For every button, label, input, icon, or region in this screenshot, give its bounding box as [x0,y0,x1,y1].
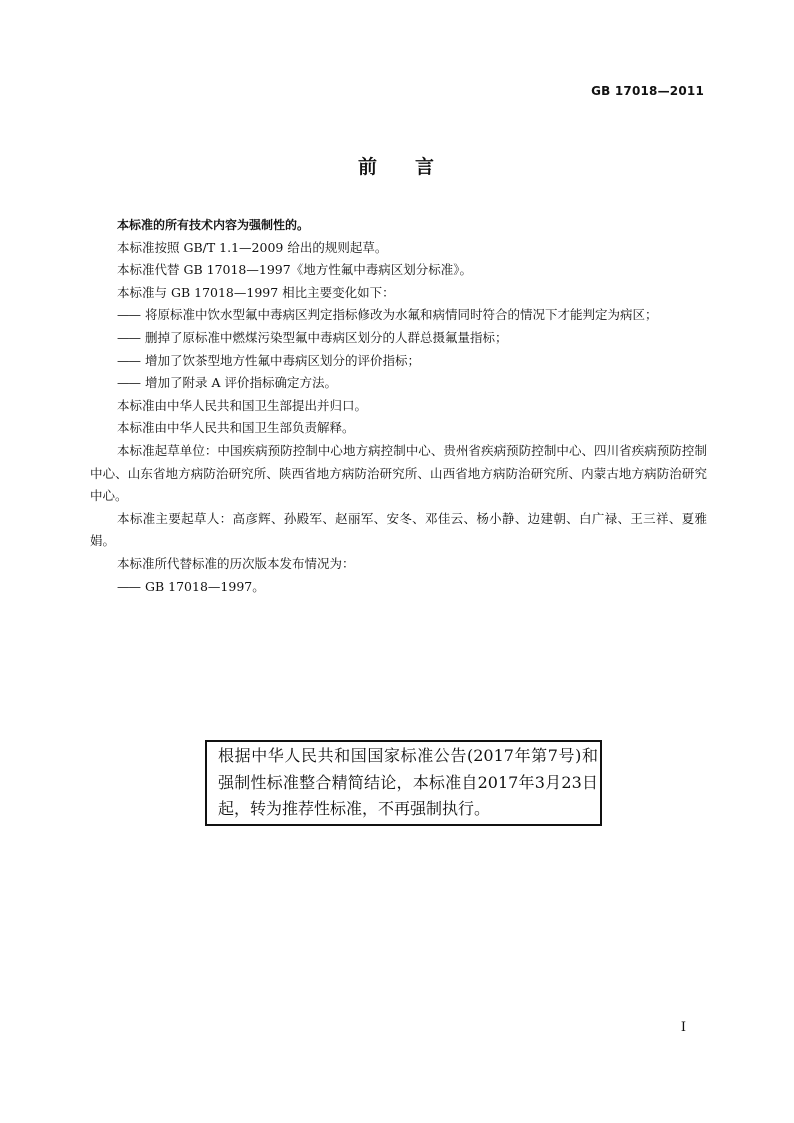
dash-mark: —— [117,307,140,323]
mandatory-statement: 本标准的所有技术内容为强制性的。 [117,218,310,232]
dash-mark: —— [117,329,140,345]
change-item [90,372,707,395]
change-item [90,327,707,350]
page-title-char-1: 前 [357,156,379,178]
page-number: I [680,1020,686,1035]
change-item [90,304,707,327]
change-item-text: 删掉了原标准中燃煤污染型氟中毒病区划分的人群总摄氟量指标； [145,329,508,345]
dash-mark: —— [117,375,140,391]
page-title-char-2: 言 [415,156,437,178]
page-title [0,152,794,179]
drafting-rule: 本标准按照 GB/T 1.1—2009 给出的规则起草。 [117,239,388,255]
history-item-text: GB 17018—1997。 [145,578,265,594]
change-item-text: 增加了附录 A 评价指标确定方法。 [145,375,337,391]
history-intro: 本标准所代替标准的历次版本发布情况为： [117,555,355,571]
dash-mark: —— [117,578,140,594]
change-item [90,350,707,373]
change-item-text: 增加了饮茶型地方性氟中毒病区划分的评价指标； [145,352,421,368]
drafters: 本标准主要起草人：高彦辉、孙殿军、赵丽军、安冬、邓佳云、杨小静、边建朝、白广禄、王三祥、夏雅娟。 [90,510,707,549]
standard-code: GB 17018—2011 [591,84,704,98]
preface-body [90,214,707,598]
change-item-text: 将原标准中饮水型氟中毒病区判定指标修改为水氟和病情同时符合的情况下才能判定为病区； [145,307,658,323]
history-item [90,576,707,599]
proposed-by: 本标准由中华人民共和国卫生部提出并归口。 [117,397,368,413]
drafting-units: 本标准起草单位：中国疾病预防控制中心地方病控制中心、贵州省疾病预防控制中心、四川省疾病预防控制中心、山东省地方病防治研究所、陕西省地方病防治研究所、山西省地方病防治研究所、内蒙古地方病防治研究中心。 [90,442,707,504]
changes-intro: 本标准与 GB 17018—1997 相比主要变化如下： [117,284,395,300]
interpreted-by: 本标准由中华人民共和国卫生部负责解释。 [117,420,355,436]
replaces-statement: 本标准代替 GB 17018—1997《地方性氟中毒病区划分标准》。 [117,262,472,278]
status-notice-text: 根据中华人民共和国国家标准公告(2017年第7号)和强制性标准整合精简结论，本标准自2017年3月23日起，转为推荐性标准，不再强制执行。 [218,746,598,819]
status-notice-box [205,740,602,826]
dash-mark: —— [117,352,140,368]
